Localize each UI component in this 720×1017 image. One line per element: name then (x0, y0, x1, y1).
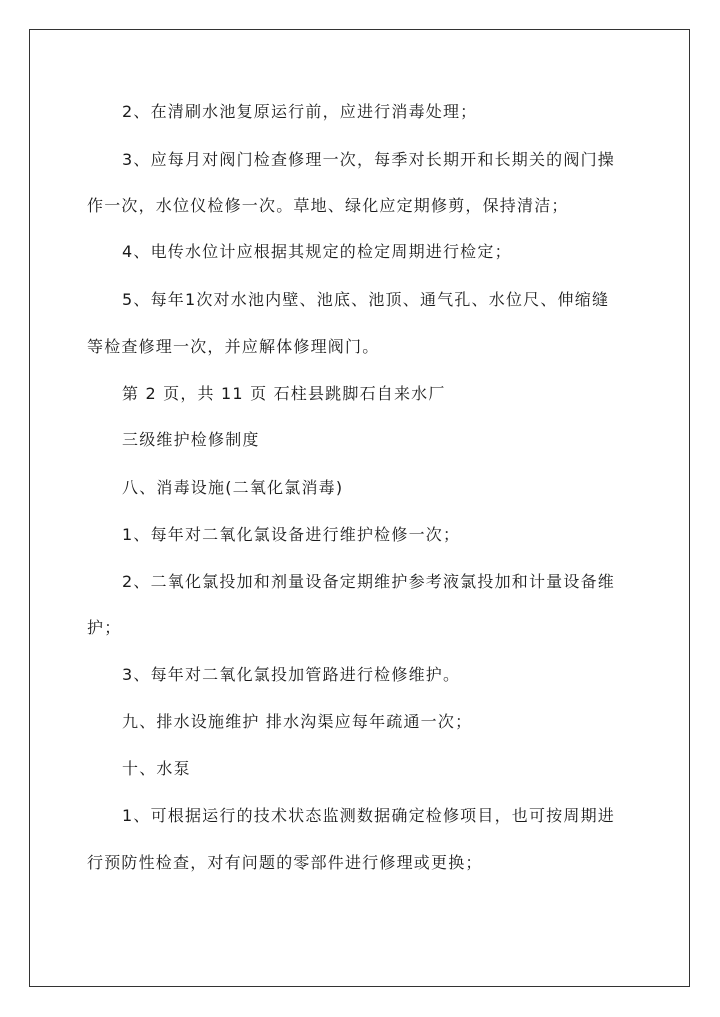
section-heading: 九、排水设施维护 排水沟渠应每年疏通一次； (122, 712, 473, 731)
page-footer-line: 第 2 页，共 11 页 石柱县跳脚石自来水厂 (122, 384, 446, 403)
section-heading: 八、消毒设施(二氧化氯消毒) (122, 478, 344, 497)
paragraph-line: 1、每年对二氧化氯设备进行维护检修一次； (122, 525, 461, 544)
paragraph-line: 2、在清刷水池复原运行前，应进行消毒处理； (122, 102, 478, 121)
paragraph-line: 护； (87, 618, 122, 637)
paragraph-line: 1、可根据运行的技术状态监测数据确定检修项目，也可按周期进 (122, 806, 615, 825)
paragraph-line: 3、应每月对阀门检查修理一次，每季对长期开和长期关的阀门操 (122, 150, 615, 169)
section-title: 三级维护检修制度 (122, 430, 260, 449)
paragraph-line: 5、每年1次对水池内壁、池底、池顶、通气孔、水位尺、伸缩缝 (122, 290, 610, 309)
paragraph-line: 行预防性检查，对有问题的零部件进行修理或更换； (87, 853, 483, 872)
paragraph-line: 等检查修理一次，并应解体修理阀门。 (87, 337, 380, 356)
paragraph-line: 4、电传水位计应根据其规定的检定周期进行检定； (122, 242, 512, 261)
paragraph-line: 3、每年对二氧化氯投加管路进行检修维护。 (122, 665, 461, 684)
paragraph-line: 作一次，水位仪检修一次。草地、绿化应定期修剪，保持清洁； (87, 196, 569, 215)
page-border (29, 29, 690, 987)
paragraph-line: 2、二氧化氯投加和剂量设备定期维护参考液氯投加和计量设备维 (122, 572, 615, 591)
section-heading: 十、水泵 (122, 759, 191, 778)
